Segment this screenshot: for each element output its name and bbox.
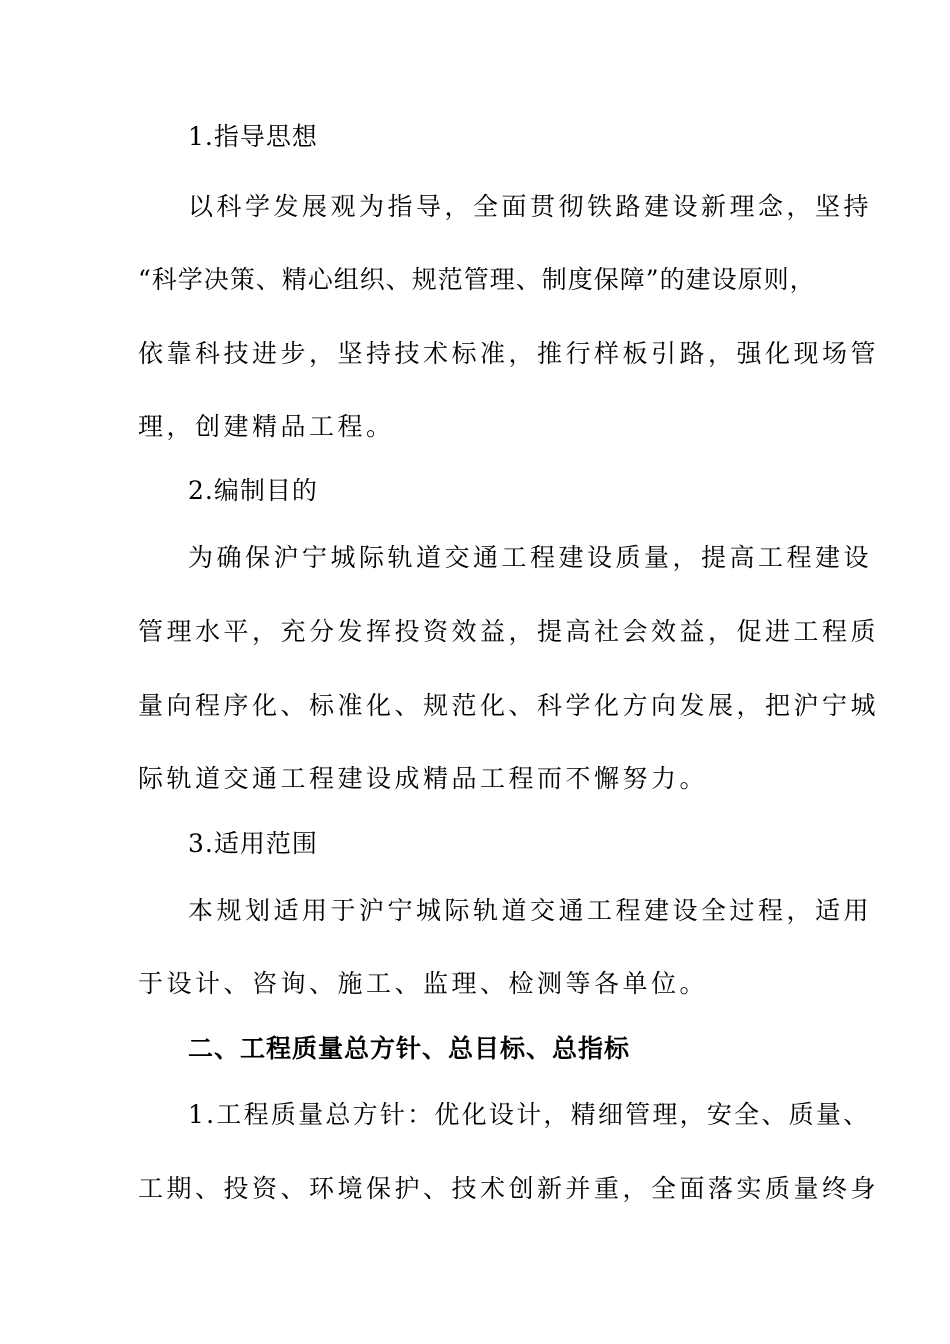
paragraph-line: 1.工程质量总方针：优化设计，精细管理，安全、质量、	[188, 1100, 871, 1129]
paragraph-line: 工期、投资、环境保护、技术创新并重，全面落实质量终身	[138, 1174, 880, 1203]
paragraph-line: 际轨道交通工程建设成精品工程而不懈努力。	[138, 764, 709, 793]
section-heading-purpose: 2.编制目的	[188, 476, 318, 505]
paragraph-line: 本规划适用于沪宁城际轨道交通工程建设全过程，适用	[188, 896, 873, 925]
paragraph-line: 管理水平，充分发挥投资效益，提高社会效益，促进工程质	[138, 617, 880, 646]
paragraph-line: “科学决策、精心组织、规范管理、制度保障”的建设原则，	[138, 265, 816, 294]
section-heading-guiding-ideology: 1.指导思想	[188, 122, 318, 151]
paragraph-line: 量向程序化、标准化、规范化、科学化方向发展，把沪宁城	[138, 691, 880, 720]
paragraph-line: 理，创建精品工程。	[138, 412, 395, 441]
section-heading-scope: 3.适用范围	[188, 829, 318, 858]
chapter-heading: 二、工程质量总方针、总目标、总指标	[188, 1034, 631, 1063]
paragraph-line: 依靠科技进步，坚持技术标准，推行样板引路，强化现场管	[138, 339, 880, 368]
paragraph-line: 为确保沪宁城际轨道交通工程建设质量，提高工程建设	[188, 543, 873, 572]
paragraph-line: 以科学发展观为指导，全面贯彻铁路建设新理念，坚持	[188, 192, 873, 221]
paragraph-line: 于设计、咨询、施工、监理、检测等各单位。	[138, 969, 709, 998]
